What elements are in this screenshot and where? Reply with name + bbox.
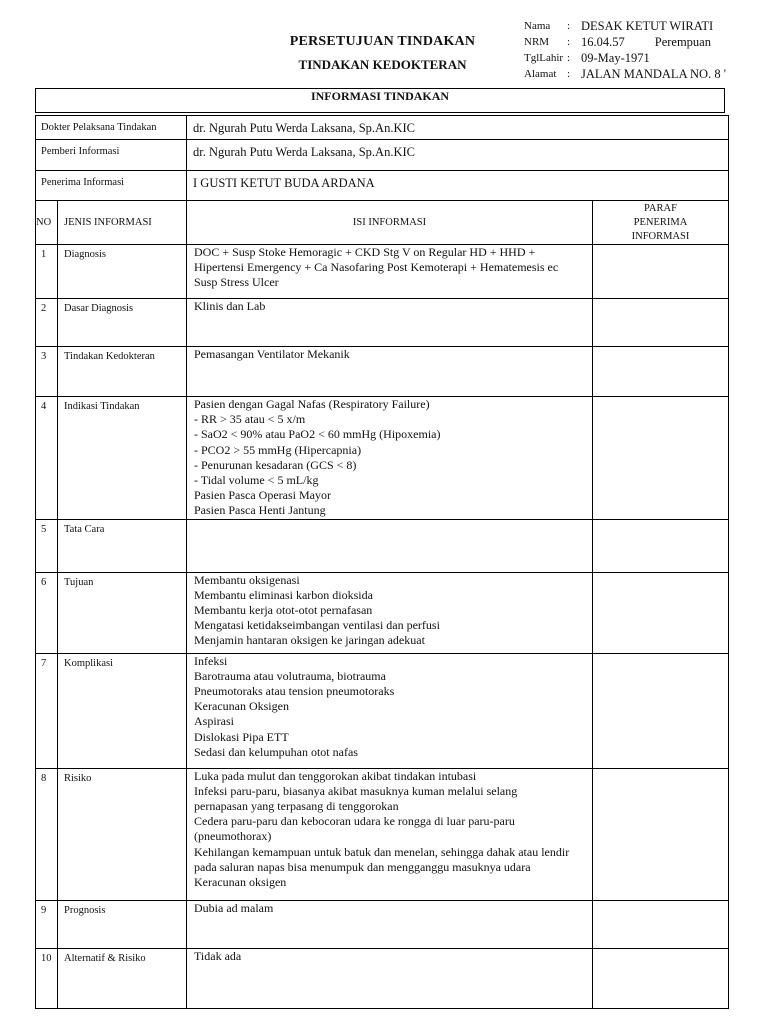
- row-isi-informasi: [187, 245, 593, 299]
- table-row: [36, 653, 729, 768]
- form-title-block: [250, 34, 515, 73]
- colon: :: [567, 52, 571, 64]
- row-isi-informasi: [187, 948, 593, 1008]
- row-jenis-informasi: Diagnosis: [58, 245, 187, 299]
- row-jenis-informasi: Prognosis: [58, 900, 187, 948]
- row-paraf-cell[interactable]: [593, 572, 729, 653]
- row-number: 9: [36, 900, 58, 948]
- isi-line: Pasien Pasca Operasi Mayor: [194, 488, 331, 503]
- row-jenis-informasi: Tindakan Kedokteran: [58, 347, 187, 397]
- isi-line: Cedera paru-paru dan kebocoran udara ke rongga di luar paru-paru: [194, 814, 515, 829]
- meta-row-recipient: [36, 171, 729, 201]
- row-number: 7: [36, 653, 58, 768]
- table-row: [36, 299, 729, 347]
- isi-line: Hipertensi Emergency + Ca Nasofaring Post Kemoterapi + Hematemesis ec: [194, 260, 559, 275]
- patient-address-row: [524, 66, 726, 82]
- meta-row-doctor: [36, 116, 729, 140]
- row-isi-informasi: [187, 519, 593, 572]
- table-row: [36, 768, 729, 900]
- patient-address-value: JALAN MANDALA NO. 8 ': [581, 67, 726, 81]
- isi-line: pada saluran napas bisa menumpuk dan mengganggu masuknya udara: [194, 859, 531, 874]
- isi-line: Membantu eliminasi karbon dioksida: [194, 587, 373, 602]
- patient-name-label: Nama: [524, 20, 551, 32]
- row-number: 8: [36, 768, 58, 900]
- meta-label: Pemberi Informasi: [36, 140, 187, 171]
- row-isi-informasi: [187, 900, 593, 948]
- column-header-isi: ISI INFORMASI: [187, 201, 593, 245]
- colon: :: [567, 36, 571, 48]
- isi-line: Keracunan Oksigen: [194, 699, 289, 714]
- form-subtitle: TINDAKAN KEDOKTERAN: [298, 57, 467, 72]
- row-paraf-cell[interactable]: [593, 299, 729, 347]
- meta-value: I GUSTI KETUT BUDA ARDANA: [187, 171, 729, 201]
- row-number: 4: [36, 397, 58, 520]
- paraf-header-line: INFORMASI: [631, 230, 690, 242]
- meta-row-informant: [36, 140, 729, 171]
- table-row: [36, 572, 729, 653]
- patient-info: [524, 18, 726, 82]
- isi-line: Dubia ad malam: [194, 900, 274, 915]
- patient-nrm-row: [524, 34, 726, 50]
- meta-value: dr. Ngurah Putu Werda Laksana, Sp.An.KIC: [187, 116, 729, 140]
- row-jenis-informasi: Indikasi Tindakan: [58, 397, 187, 520]
- table-row: [36, 347, 729, 397]
- isi-line: Membantu oksigenasi: [194, 572, 300, 587]
- isi-line: Pasien Pasca Henti Jantung: [194, 503, 326, 518]
- column-header-paraf: [593, 201, 729, 245]
- isi-line: Infeksi: [194, 653, 228, 668]
- isi-line: Pasien dengan Gagal Nafas (Respiratory Failure): [194, 397, 430, 411]
- row-number: 3: [36, 347, 58, 397]
- isi-line: Keracunan oksigen: [194, 875, 287, 890]
- row-isi-informasi: [187, 572, 593, 653]
- isi-line: Infeksi paru-paru, biasanya akibat masuknya kuman melalui selang: [194, 783, 518, 798]
- isi-line: Membantu kerja otot-otot pernafasan: [194, 603, 373, 618]
- row-number: 5: [36, 519, 58, 572]
- row-isi-informasi: [187, 397, 593, 520]
- isi-line: Luka pada mulut dan tenggorokan akibat tindakan intubasi: [194, 768, 477, 783]
- row-jenis-informasi: Alternatif & Risiko: [58, 948, 187, 1008]
- row-paraf-cell[interactable]: [593, 397, 729, 520]
- row-isi-informasi: [187, 653, 593, 768]
- isi-line: Aspirasi: [194, 714, 234, 729]
- isi-line: Susp Stress Ulcer: [194, 275, 279, 290]
- table-row: [36, 245, 729, 299]
- row-number: 1: [36, 245, 58, 299]
- row-paraf-cell[interactable]: [593, 900, 729, 948]
- table-row: [36, 900, 729, 948]
- isi-line: Kehilangan kemampuan untuk batuk dan menelan, sehingga dahak atau lendir: [194, 844, 570, 859]
- isi-line: Pneumotoraks atau tension pneumotoraks: [194, 684, 395, 699]
- column-header-no: NO: [36, 201, 58, 245]
- row-paraf-cell[interactable]: [593, 948, 729, 1008]
- row-jenis-informasi: Tujuan: [58, 572, 187, 653]
- paraf-header-line: PENERIMA: [633, 216, 688, 228]
- row-number: 2: [36, 299, 58, 347]
- row-jenis-informasi: Tata Cara: [58, 519, 187, 572]
- isi-line: Mengatasi ketidakseimbangan ventilasi dan perfusi: [194, 618, 440, 633]
- patient-name-value: DESAK KETUT WIRATI: [581, 19, 714, 33]
- column-header-jenis: JENIS INFORMASI: [58, 201, 187, 245]
- row-isi-informasi: [187, 347, 593, 397]
- row-paraf-cell[interactable]: [593, 245, 729, 299]
- form-title: PERSETUJUAN TINDAKAN: [289, 34, 476, 49]
- isi-line: Barotrauma atau volutrauma, biotrauma: [194, 668, 386, 683]
- table-row: [36, 397, 729, 520]
- patient-nrm-value: 16.04.57: [581, 35, 625, 49]
- section-title: INFORMASI TINDAKAN: [35, 88, 725, 113]
- isi-line: - RR > 35 atau < 5 x/m: [194, 412, 306, 427]
- isi-line: Dislokasi Pipa ETT: [194, 729, 289, 744]
- isi-line: Menjamin hantaran oksigen ke jaringan adekuat: [194, 633, 425, 648]
- patient-gender-value: Perempuan: [654, 35, 711, 49]
- patient-dob-value: 09-May-1971: [581, 51, 650, 65]
- patient-name-row: [524, 18, 726, 34]
- table-row: [36, 519, 729, 572]
- row-number: 6: [36, 572, 58, 653]
- row-isi-informasi: [187, 768, 593, 900]
- isi-line: Sedasi dan kelumpuhan otot nafas: [194, 744, 358, 759]
- row-jenis-informasi: Komplikasi: [58, 653, 187, 768]
- isi-line: - PCO2 > 55 mmHg (Hipercapnia): [194, 442, 362, 457]
- colon: :: [567, 68, 571, 80]
- meta-label: Dokter Pelaksana Tindakan: [36, 116, 187, 140]
- patient-address-label: Alamat: [524, 68, 557, 80]
- isi-line: (pneumothorax): [194, 829, 272, 844]
- patient-dob-row: [524, 50, 726, 66]
- meta-value: dr. Ngurah Putu Werda Laksana, Sp.An.KIC: [187, 140, 729, 171]
- isi-line: Klinis dan Lab: [194, 299, 266, 313]
- isi-line: - Penurunan kesadaran (GCS < 8): [194, 457, 357, 472]
- patient-nrm-label: NRM: [524, 36, 550, 48]
- isi-line: Pemasangan Ventilator Mekanik: [194, 347, 350, 361]
- isi-line: Tidak ada: [194, 948, 242, 963]
- isi-line: pernapasan yang terpasang di tenggorokan: [194, 799, 399, 814]
- row-paraf-cell[interactable]: [593, 653, 729, 768]
- row-jenis-informasi: Dasar Diagnosis: [58, 299, 187, 347]
- meta-label: Penerima Informasi: [36, 171, 187, 201]
- isi-line: - Tidal volume < 5 mL/kg: [194, 473, 319, 488]
- row-jenis-informasi: Risiko: [58, 768, 187, 900]
- colon: :: [567, 20, 571, 32]
- row-paraf-cell[interactable]: [593, 347, 729, 397]
- row-number: 10: [36, 948, 58, 1008]
- information-table: [35, 115, 729, 1009]
- row-isi-informasi: [187, 299, 593, 347]
- isi-line: - SaO2 < 90% atau PaO2 < 60 mmHg (Hipoxemia): [194, 427, 441, 442]
- isi-line: DOC + Susp Stoke Hemoragic + CKD Stg V on Regular HD + HHD +: [194, 245, 536, 259]
- paraf-header-line: PARAF: [644, 202, 677, 214]
- column-header-row: [36, 201, 729, 245]
- row-paraf-cell[interactable]: [593, 519, 729, 572]
- row-paraf-cell[interactable]: [593, 768, 729, 900]
- patient-dob-label: TglLahir: [524, 52, 564, 64]
- table-row: [36, 948, 729, 1008]
